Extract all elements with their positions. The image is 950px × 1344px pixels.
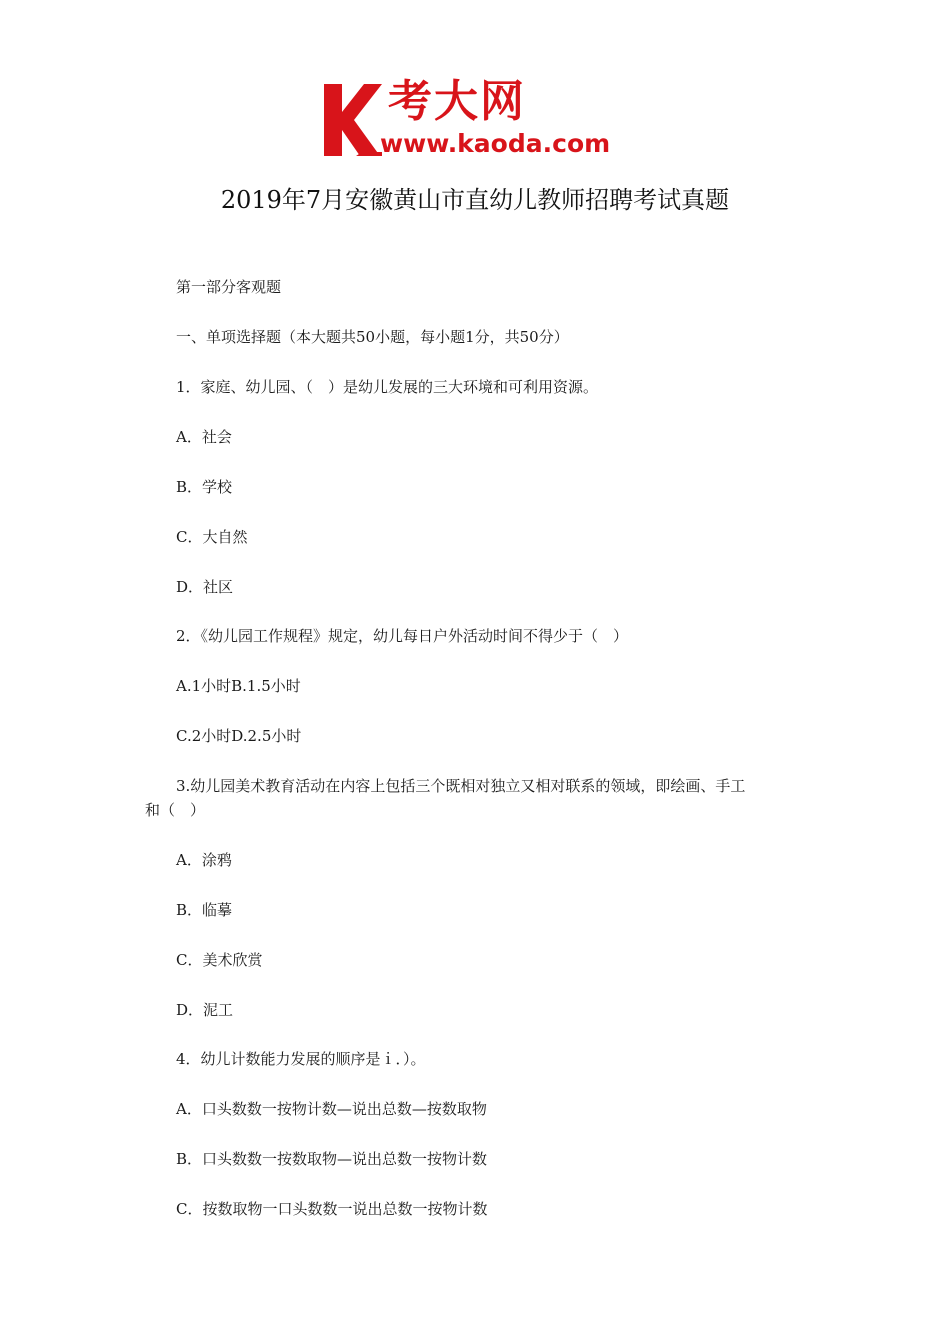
option-1a: A．社会: [176, 428, 232, 446]
logo-k-icon: [320, 82, 382, 158]
option-2cd: C.2小时D.2.5小时: [176, 727, 302, 745]
option-3d: D．泥工: [176, 1001, 234, 1019]
document-title: 2019年7月安徽黄山市直幼儿教师招聘考试真题: [220, 186, 730, 214]
option-4a: A．口头数数一按物计数—说出总数—按数取物: [176, 1100, 487, 1118]
question-type-heading: 一、单项选择题（本大题共50小题，每小题1分，共50分）: [176, 328, 569, 346]
question-1: 1．家庭、幼儿园、（ ）是幼儿发展的三大环境和可利用资源。: [176, 378, 599, 396]
option-1d: D．社区: [176, 578, 234, 596]
logo-brand-cn: 考大网: [388, 76, 526, 127]
option-3c: C．美术欣赏: [176, 951, 263, 969]
option-1b: B．学校: [176, 478, 233, 496]
option-4c: C．按数取物一口头数数一说出总数一按物计数: [176, 1200, 488, 1218]
question-3: 3.幼儿园美术教育活动在内容上包括三个既相对独立又相对联系的领域，即绘画、手工: [176, 777, 746, 795]
option-3a: A．涂鸦: [176, 851, 232, 869]
question-4: 4．幼儿计数能力发展的顺序是ｉ．）。: [176, 1050, 426, 1068]
section-heading: 第一部分客观题: [176, 278, 282, 296]
option-4b: B．口头数数一按数取物—说出总数一按物计数: [176, 1150, 488, 1168]
option-3b: B．临摹: [176, 901, 233, 919]
option-2ab: A.1小时B.1.5小时: [176, 677, 301, 695]
logo-brand-url: www.kaoda.com: [380, 129, 611, 158]
question-3-cont: 和（ ）: [145, 801, 206, 819]
kaoda-logo: [318, 78, 640, 160]
option-1c: C．大自然: [176, 528, 248, 546]
question-2: 2．《幼儿园工作规程》规定，幼儿每日户外活动时间不得少于（ ）: [176, 627, 629, 645]
